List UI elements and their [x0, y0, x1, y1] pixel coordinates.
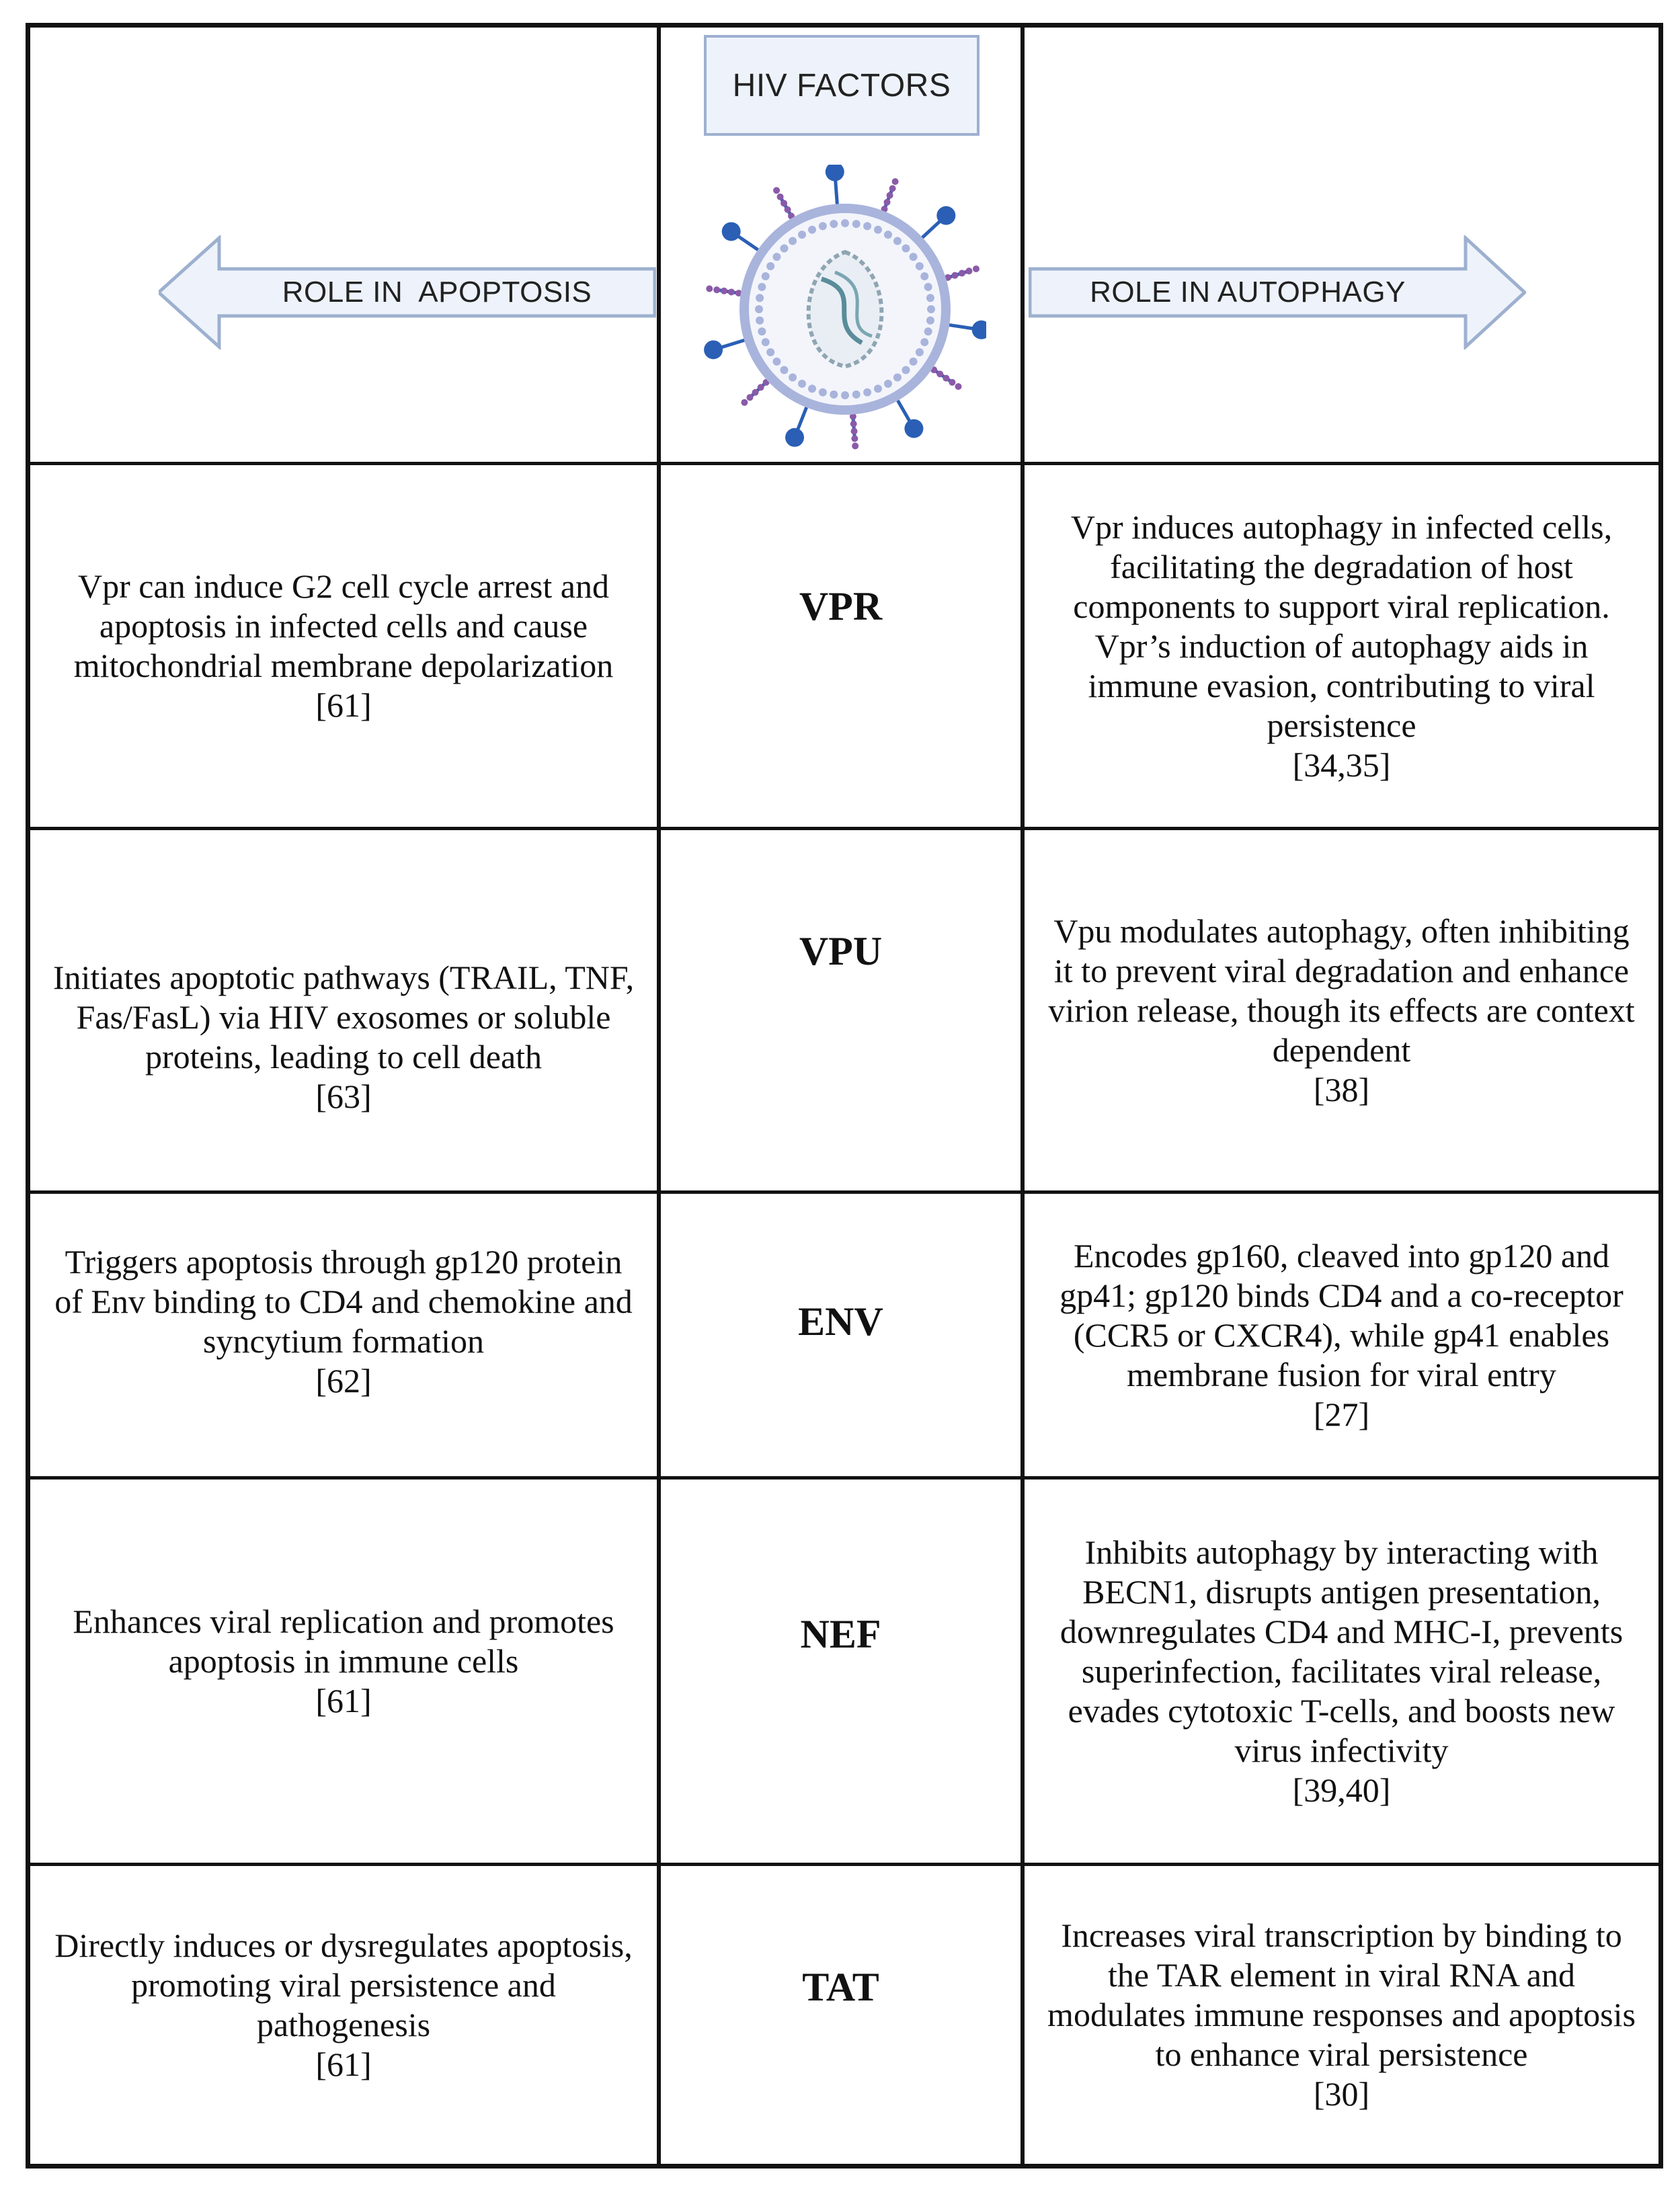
- nef-autophagy-ref: [39,40]: [1292, 1771, 1391, 1809]
- env-factor-cell: [661, 1194, 1021, 1449]
- vpr-apoptosis-text: Vpr can induce G2 cell cycle arrest and apoptosis in infected cells and cause mitochondrial membrane depolarization: [73, 567, 614, 684]
- tat-apoptosis-cell: [30, 1866, 657, 2164]
- nef-autophagy-text: Inhibits autophagy by interacting with BECN1, disrupts antigen presentation, downregulates CD4 and MHC-I, prevents superinfection, facilitates viral release, evades cytotoxic T-cells, and boosts new virus infectivity: [1059, 1533, 1624, 1769]
- vpu-autophagy-cell: [1025, 830, 1658, 1190]
- hiv-virus-icon: [704, 165, 986, 454]
- vpu-factor-label: VPU: [799, 928, 883, 973]
- env-apoptosis-cell: [30, 1194, 657, 1476]
- nef-apoptosis-cell: [30, 1480, 657, 1863]
- hiv-factors-header-box: [704, 35, 979, 136]
- vpr-autophagy-ref: [34,35]: [1292, 745, 1391, 784]
- vpu-apoptosis-ref: [63]: [315, 1078, 372, 1115]
- env-autophagy-text: Encodes gp160, cleaved into gp120 and gp41; gp120 binds CD4 and a co-receptor (CCR5 or CXCR4), while gp41 enables membrane fusion for viral entry: [1059, 1236, 1624, 1393]
- env-autophagy-cell: [1025, 1194, 1658, 1476]
- env-apoptosis-ref: [62]: [315, 1362, 372, 1400]
- vpr-autophagy-cell: [1025, 465, 1658, 827]
- tat-apoptosis-text: Directly induces or dysregulates apoptosis, promoting viral persistence and pathogenesis: [54, 1926, 633, 2043]
- nef-autophagy-cell: [1025, 1480, 1658, 1863]
- env-factor-label: ENV: [798, 1299, 883, 1344]
- autophagy-header-label: ROLE IN AUTOPHAGY: [1090, 276, 1406, 309]
- tat-factor-cell: [661, 1866, 1021, 2108]
- vpr-factor-cell: [661, 465, 1021, 747]
- vpu-factor-cell: [661, 830, 1021, 1072]
- vpu-autophagy-ref: [38]: [1313, 1070, 1370, 1108]
- tat-autophagy-ref: [30]: [1313, 2075, 1370, 2113]
- apoptosis-header-label: ROLE IN APOPTOSIS: [282, 276, 592, 309]
- nef-apoptosis-text: Enhances viral replication and promotes apoptosis in immune cells: [73, 1602, 614, 1680]
- nef-apoptosis-ref: [61]: [315, 1681, 372, 1719]
- apoptosis-header-arrow: [159, 235, 656, 350]
- vpr-apoptosis-ref: [61]: [315, 686, 372, 724]
- tat-autophagy-cell: [1025, 1866, 1658, 2164]
- nef-factor-label: NEF: [800, 1611, 881, 1656]
- vpu-autophagy-text: Vpu modulates autophagy, often inhibiting it to prevent viral degradation and enhance virion release, though its effects are context dependent: [1048, 911, 1635, 1069]
- tat-factor-label: TAT: [802, 1964, 879, 2009]
- vpr-factor-label: VPR: [799, 583, 883, 629]
- vpu-apoptosis-cell: [30, 830, 657, 1190]
- vpr-apoptosis-cell: [30, 465, 657, 827]
- tat-apoptosis-ref: [61]: [315, 2045, 372, 2083]
- tat-autophagy-text: Increases viral transcription by binding to the TAR element in viral RNA and modulates immune responses and apoptosis to enhance viral persistence: [1047, 1916, 1636, 2073]
- vpu-apoptosis-text: Initiates apoptotic pathways (TRAIL, TNF, Fas/FasL) via HIV exosomes or soluble proteins, leading to cell death: [52, 959, 635, 1076]
- env-autophagy-ref: [27]: [1313, 1395, 1370, 1433]
- nef-factor-cell: [661, 1480, 1021, 1789]
- vpr-autophagy-text: Vpr induces autophagy in infected cells, facilitating the degradation of host components to support viral replication. Vpr’s induction of autophagy aids in immune evasion, contributing to viral persistence: [1070, 508, 1613, 744]
- column-divider-1: [657, 23, 661, 2169]
- autophagy-header-arrow: [1029, 235, 1526, 350]
- hiv-factors-label: HIV FACTORS: [732, 67, 951, 104]
- env-apoptosis-text: Triggers apoptosis through gp120 protein of Env binding to CD4 and chemokine and syncytium formation: [54, 1243, 633, 1360]
